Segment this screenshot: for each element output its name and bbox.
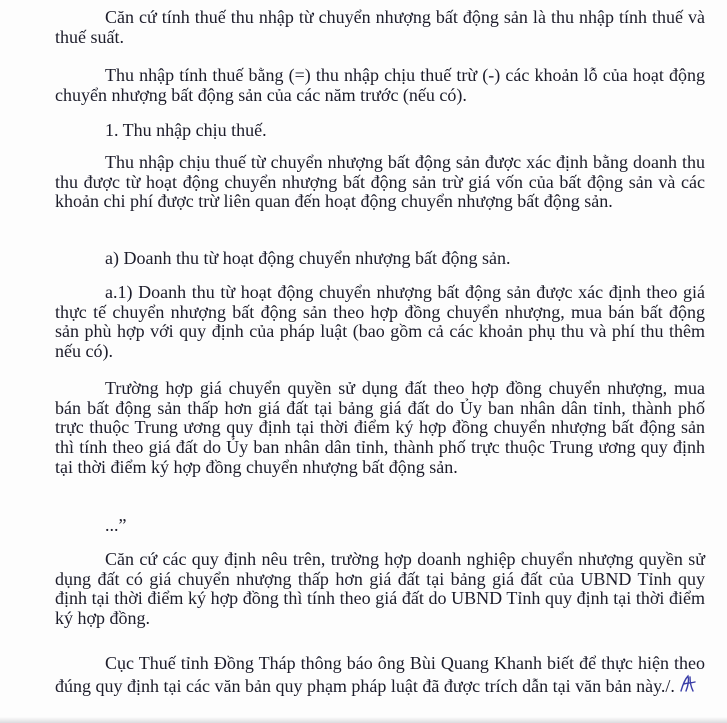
- paragraph-taxable-income: Thu nhập tính thuế bằng (=) thu nhập chịu thuế trừ (-) các khoản lỗ của hoạt động chuyển nhượng bất động sản của các năm trước (nếu có).: [55, 65, 705, 105]
- quote-ellipsis: ...”: [105, 515, 127, 535]
- paragraph-land-price-case: Trường hợp giá chuyển quyền sử dụng đất theo hợp đồng chuyển nhượng, mua bán bất động sản thấp hơn giá đất tại bảng giá đất do Ủy ban nhân dân tỉnh, thành phố trực thuộc Trung ương quy định tại thời điểm ký hợp đồng chuyển nhượng bất động sản thì tính theo giá đất do Ủy ban nhân dân tỉnh, thành phố trực thuộc Trung ương quy định tại thời điểm ký hợp đồng chuyển nhượng bất động sản.: [55, 378, 705, 477]
- initial-signature-icon: [677, 674, 699, 694]
- section-heading-1: 1. Thu nhập chịu thuế.: [105, 120, 267, 140]
- paragraph-income-subject-to-tax: Thu nhập chịu thuế từ chuyển nhượng bất động sản được xác định bằng doanh thu thu được từ hoạt động chuyển nhượng bất động sản trừ giá vốn của bất động sản và các khoản chi phí được trừ liên quan đến hoạt động chuyển nhượng bất động sản.: [55, 152, 705, 212]
- subsection-heading-a: a) Doanh thu từ hoạt động chuyển nhượng bất động sản.: [105, 248, 511, 268]
- page-bottom-edge: [0, 717, 727, 723]
- notice-text: Cục Thuế tỉnh Đồng Tháp thông báo ông Bùi Quang Khanh biết để thực hiện theo đúng quy định tại các văn bản quy phạm pháp luật đã được trích dẫn tại văn bản này./.: [55, 653, 705, 696]
- paragraph-conclusion: Căn cứ các quy định nêu trên, trường hợp doanh nghiệp chuyển nhượng quyền sử dụng đất có giá chuyển nhượng thấp hơn giá đất tại bảng giá đất của UBND Tỉnh quy định tại thời điểm ký hợp đồng thì tính theo giá đất do UBND Tỉnh quy định tại thời điểm ký hợp đồng.: [55, 549, 705, 629]
- paragraph-notice: [55, 654, 705, 696]
- paragraph-tax-basis: Căn cứ tính thuế thu nhập từ chuyển nhượng bất động sản là thu nhập tính thuế và thuế suất.: [55, 7, 705, 47]
- paragraph-a1-revenue: a.1) Doanh thu từ hoạt động chuyển nhượng bất động sản được xác định theo giá thực tế chuyển nhượng bất động sản theo hợp đồng chuyển nhượng, mua bán bất động sản phù hợp với quy định của pháp luật (bao gồm cả các khoản phụ thu và phí thu thêm nếu có).: [55, 282, 705, 362]
